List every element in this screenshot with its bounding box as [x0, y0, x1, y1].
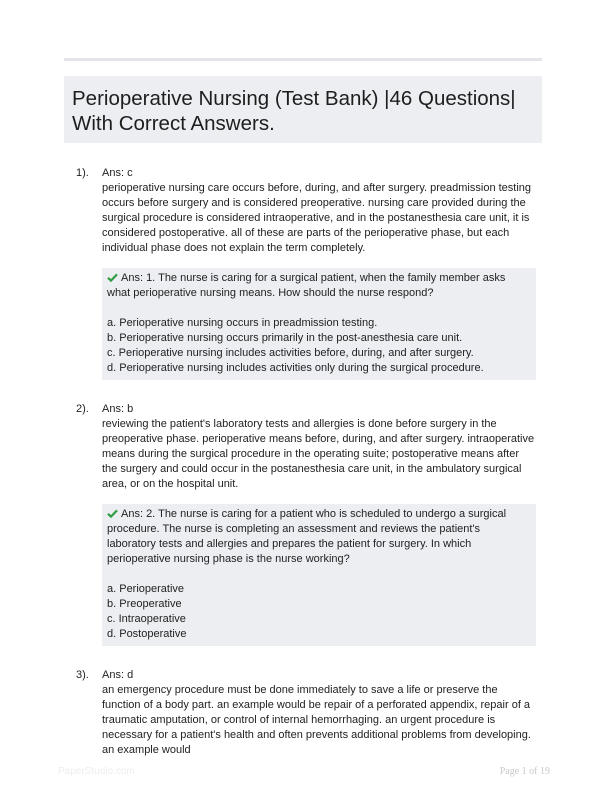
check-icon	[107, 273, 118, 282]
option-a: a. Perioperative	[107, 583, 185, 595]
page-title: Perioperative Nursing (Test Bank) |46 Questions| With Correct Answers.	[72, 87, 516, 135]
option-list	[107, 582, 531, 642]
question-item	[76, 166, 536, 380]
question-box	[102, 268, 536, 380]
question-number: 3).	[76, 669, 89, 681]
question-stem-text: Ans: 1. The nurse is caring for a surgical patient, when the family member asks what perioperative nursing means. How should the nurse respond?	[107, 272, 506, 299]
option-b: b. Perioperative nursing occurs primarily in the post-anesthesia care unit.	[107, 332, 463, 344]
title-banner	[64, 76, 542, 143]
question-number: 2).	[76, 403, 89, 415]
option-d: d. Perioperative nursing includes activities only during the surgical procedure.	[107, 362, 484, 374]
question-number: 1).	[76, 167, 89, 179]
answer-explanation: reviewing the patient's laboratory tests and allergies is done before surgery in the preoperative phase. perioperative means before, during, and after surgery. intraoperative means during the surgical procedure in the operating suite; postoperative means after the surgery and could occur in the postanesthesia care unit, in the ambulatory surgical area, or on the hospital unit.	[102, 418, 535, 490]
option-d: d. Postoperative	[107, 628, 187, 640]
question-body	[102, 668, 536, 758]
question-list	[0, 166, 606, 758]
answer-label: Ans: b	[102, 403, 134, 415]
question-stem	[107, 507, 531, 567]
option-c: c. Perioperative nursing includes activities before, during, and after surgery.	[107, 347, 474, 359]
answer-label: Ans: d	[102, 669, 134, 681]
answer-explanation: perioperative nursing care occurs before, during, and after surgery. preadmission testing occurs before surgery and is considered preoperative. nursing care provided during the surgical procedure is considered intraoperative, and in the postanesthesia care unit, it is considered postoperative. all of these are parts of the perioperative phase, but each individual phase does not explain the term completely.	[102, 182, 532, 254]
question-stem-text: Ans: 2. The nurse is caring for a patient who is scheduled to undergo a surgical procedure. The nurse is completing an assessment and reviews the patient's laboratory tests and allergies and prepares the patient for surgery. In which perioperative nursing phase is the nurse working?	[107, 508, 507, 565]
option-a: a. Perioperative nursing occurs in preadmission testing.	[107, 317, 378, 329]
answer-label: Ans: c	[102, 167, 133, 179]
option-b: b. Preoperative	[107, 598, 182, 610]
question-box	[102, 504, 536, 646]
check-icon	[107, 509, 118, 518]
answer-explanation: an emergency procedure must be done immediately to save a life or preserve the function of a body part. an example would be repair of a perforated appendix, repair of a traumatic amputation, or control of internal hemorrhaging. an urgent procedure is necessary for a patient's health and often prevents additional problems from developing. an example would	[102, 684, 531, 756]
question-stem	[107, 271, 531, 301]
option-list	[107, 316, 531, 376]
question-item	[76, 402, 536, 646]
option-c: c. Intraoperative	[107, 613, 186, 625]
question-item	[76, 668, 536, 758]
page-number: Page 1 of 19	[499, 766, 550, 777]
footer-watermark: PaperStudio.com	[58, 766, 135, 777]
question-body	[102, 402, 536, 646]
top-divider	[64, 58, 542, 61]
question-body	[102, 166, 536, 380]
